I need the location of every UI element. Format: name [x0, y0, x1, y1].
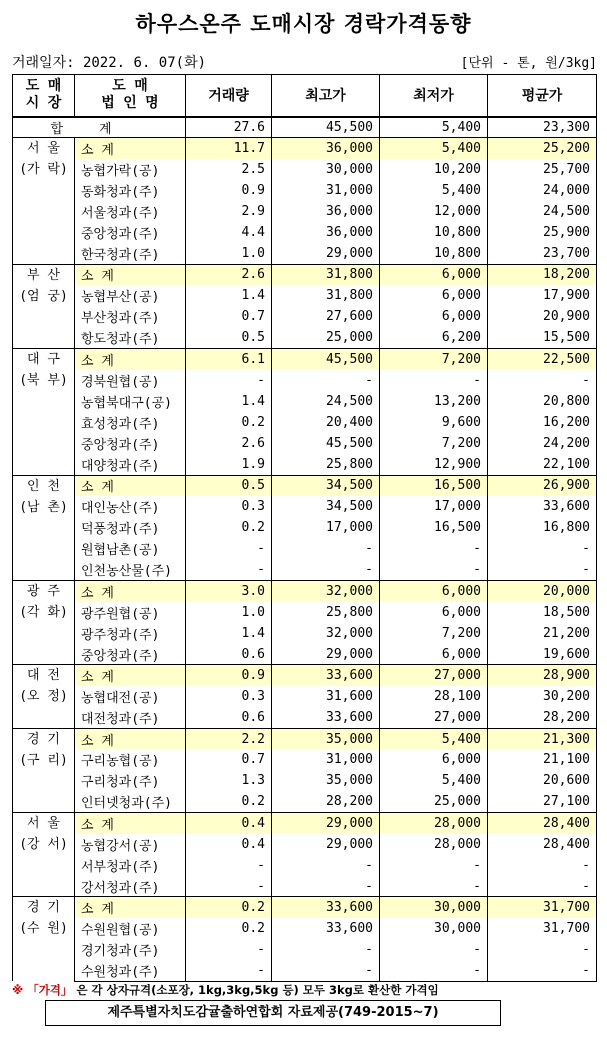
- table-row: [13, 749, 597, 770]
- source-credit: 제주특별자치도감귤출하연합회 자료제공(749-2015~7): [45, 1000, 501, 1026]
- volume-cell: 4.4: [186, 222, 272, 243]
- total-min: 5,400: [380, 117, 488, 138]
- avg-price-cell: 25,200: [488, 138, 597, 159]
- header-volume: 거래량: [186, 75, 272, 117]
- table-row: [13, 222, 597, 243]
- corp-name: 서울청과(주): [75, 201, 186, 222]
- header-row: [13, 75, 597, 117]
- avg-price-cell: -: [488, 939, 597, 960]
- avg-price-cell: -: [488, 855, 597, 876]
- avg-price-cell: 30,200: [488, 686, 597, 707]
- volume-cell: 0.9: [186, 180, 272, 201]
- min-price-cell: 7,200: [380, 623, 488, 644]
- corp-name: 소 계: [75, 665, 186, 686]
- corp-name: 강서청과(주): [75, 876, 186, 897]
- avg-price-cell: 15,500: [488, 327, 597, 348]
- avg-price-cell: 28,400: [488, 813, 597, 834]
- min-price-cell: 27,000: [380, 707, 488, 728]
- min-price-cell: 7,200: [380, 433, 488, 454]
- min-price-cell: -: [380, 559, 488, 580]
- corp-name: 구리청과(주): [75, 770, 186, 791]
- max-price-cell: 32,000: [272, 581, 380, 602]
- subtotal-row: [13, 728, 597, 749]
- avg-price-cell: -: [488, 559, 597, 580]
- market-name-bottom: (구 리): [19, 752, 68, 768]
- subtotal-row: [13, 475, 597, 496]
- corp-name: 수원청과(주): [75, 960, 186, 981]
- subtotal-row: [13, 264, 597, 285]
- footnote-mark: ※: [12, 983, 24, 997]
- market-name-top: 서 울: [27, 816, 60, 832]
- table-row: [13, 644, 597, 665]
- max-price-cell: 36,000: [272, 201, 380, 222]
- max-price-cell: 33,600: [272, 918, 380, 939]
- volume-cell: 0.2: [186, 897, 272, 918]
- corp-name: 인천농산물(주): [75, 559, 186, 580]
- trade-date: 거래일자: 2022. 6. 07(화): [12, 55, 207, 71]
- min-price-cell: 28,000: [380, 834, 488, 855]
- volume-cell: 11.7: [186, 138, 272, 159]
- max-price-cell: 31,000: [272, 180, 380, 201]
- avg-price-cell: -: [488, 960, 597, 981]
- max-price-cell: 34,500: [272, 496, 380, 517]
- corp-name: 인터넷청과(주): [75, 792, 186, 813]
- market-name-bottom: (강 서): [19, 837, 68, 853]
- min-price-cell: 6,000: [380, 749, 488, 770]
- header-max: 최고가: [272, 75, 380, 117]
- volume-cell: -: [186, 939, 272, 960]
- min-price-cell: 30,000: [380, 918, 488, 939]
- avg-price-cell: 25,700: [488, 159, 597, 180]
- market-name-top: 대 전: [27, 668, 60, 684]
- avg-price-cell: 16,800: [488, 517, 597, 538]
- volume-cell: -: [186, 538, 272, 559]
- avg-price-cell: 27,100: [488, 792, 597, 813]
- volume-cell: 0.9: [186, 665, 272, 686]
- avg-price-cell: 31,700: [488, 918, 597, 939]
- corp-name: 경기청과(주): [75, 939, 186, 960]
- table-row: [13, 602, 597, 623]
- corp-name: 광주청과(주): [75, 623, 186, 644]
- avg-price-cell: 18,500: [488, 602, 597, 623]
- corp-name: 효성청과(주): [75, 412, 186, 433]
- volume-cell: 2.9: [186, 201, 272, 222]
- corp-name: 소 계: [75, 264, 186, 285]
- max-price-cell: 29,000: [272, 834, 380, 855]
- subtotal-row: [13, 897, 597, 918]
- avg-price-cell: 20,600: [488, 770, 597, 791]
- market-name: [13, 665, 75, 728]
- table-row: [13, 201, 597, 222]
- market-name: [13, 475, 75, 580]
- corp-name: 소 계: [75, 728, 186, 749]
- avg-price-cell: 28,200: [488, 707, 597, 728]
- min-price-cell: 6,000: [380, 306, 488, 327]
- avg-price-cell: 25,900: [488, 222, 597, 243]
- min-price-cell: -: [380, 876, 488, 897]
- corp-name: 덕풍청과(주): [75, 517, 186, 538]
- volume-cell: 6.1: [186, 349, 272, 370]
- avg-price-cell: 33,600: [488, 496, 597, 517]
- total-row: [13, 117, 597, 138]
- price-table: [12, 74, 597, 982]
- min-price-cell: 30,000: [380, 897, 488, 918]
- corp-name: 소 계: [75, 581, 186, 602]
- table-row: [13, 496, 597, 517]
- corp-name: 중앙청과(주): [75, 644, 186, 665]
- total-avg: 23,300: [488, 117, 597, 138]
- min-price-cell: 6,000: [380, 285, 488, 306]
- max-price-cell: 35,000: [272, 770, 380, 791]
- market-name: [13, 581, 75, 665]
- avg-price-cell: 20,800: [488, 391, 597, 412]
- market-name-bottom: (엄 궁): [19, 288, 68, 304]
- market-name-top: 대 구: [27, 352, 60, 368]
- market-name-top: 광 주: [27, 584, 60, 600]
- corp-name: 소 계: [75, 897, 186, 918]
- market-name-bottom: (오 정): [19, 689, 68, 705]
- min-price-cell: 5,400: [380, 728, 488, 749]
- corp-name: 중앙청과(주): [75, 433, 186, 454]
- max-price-cell: 33,600: [272, 665, 380, 686]
- min-price-cell: 6,000: [380, 581, 488, 602]
- max-price-cell: 30,000: [272, 159, 380, 180]
- max-price-cell: 25,800: [272, 602, 380, 623]
- max-price-cell: 25,000: [272, 327, 380, 348]
- min-price-cell: -: [380, 960, 488, 981]
- min-price-cell: 13,200: [380, 391, 488, 412]
- avg-price-cell: 22,100: [488, 454, 597, 475]
- corp-name: 동화청과(주): [75, 180, 186, 201]
- market-name: [13, 813, 75, 897]
- table-row: [13, 433, 597, 454]
- max-price-cell: 45,500: [272, 349, 380, 370]
- avg-price-cell: 21,200: [488, 623, 597, 644]
- volume-cell: 1.0: [186, 602, 272, 623]
- volume-cell: 0.4: [186, 834, 272, 855]
- min-price-cell: 6,000: [380, 644, 488, 665]
- max-price-cell: 29,000: [272, 813, 380, 834]
- table-row: [13, 939, 597, 960]
- max-price-cell: 36,000: [272, 222, 380, 243]
- min-price-cell: -: [380, 939, 488, 960]
- min-price-cell: -: [380, 370, 488, 391]
- total-volume: 27.6: [186, 117, 272, 138]
- market-name-top: 인 천: [27, 478, 60, 494]
- volume-cell: 2.6: [186, 433, 272, 454]
- table-row: [13, 559, 597, 580]
- avg-price-cell: 24,000: [488, 180, 597, 201]
- table-row: [13, 538, 597, 559]
- header-min: 최저가: [380, 75, 488, 117]
- max-price-cell: -: [272, 538, 380, 559]
- corp-name: 농협강서(공): [75, 834, 186, 855]
- max-price-cell: -: [272, 855, 380, 876]
- total-max: 45,500: [272, 117, 380, 138]
- page-title: 하우스온주 도매시장 경락가격동향: [135, 12, 472, 36]
- avg-price-cell: 28,900: [488, 665, 597, 686]
- avg-price-cell: 24,500: [488, 201, 597, 222]
- min-price-cell: 25,000: [380, 792, 488, 813]
- market-name-bottom: (각 화): [19, 605, 68, 621]
- corp-name: 광주원협(공): [75, 602, 186, 623]
- avg-price-cell: 23,700: [488, 243, 597, 264]
- table-row: [13, 517, 597, 538]
- footnote-text: 은 각 상자규격(소포장, 1kg,3kg,5kg 등) 모두 3kg로 환산한 가격임: [76, 983, 439, 997]
- max-price-cell: 31,800: [272, 264, 380, 285]
- table-row: [13, 454, 597, 475]
- table-row: [13, 770, 597, 791]
- min-price-cell: -: [380, 855, 488, 876]
- avg-price-cell: 31,700: [488, 897, 597, 918]
- table-row: [13, 306, 597, 327]
- subtotal-row: [13, 813, 597, 834]
- corp-name: 소 계: [75, 138, 186, 159]
- table-row: [13, 707, 597, 728]
- corp-name: 수원원협(공): [75, 918, 186, 939]
- footnote-quote: 「가격」: [27, 983, 73, 997]
- header-market-bottom: 시 장: [25, 95, 62, 112]
- volume-cell: 1.9: [186, 454, 272, 475]
- table-row: [13, 327, 597, 348]
- market-name-bottom: (남 촌): [19, 499, 68, 515]
- table-row: [13, 792, 597, 813]
- volume-cell: 1.4: [186, 623, 272, 644]
- max-price-cell: -: [272, 559, 380, 580]
- header-market: [13, 75, 75, 117]
- volume-cell: -: [186, 876, 272, 897]
- avg-price-cell: 24,200: [488, 433, 597, 454]
- corp-name: 중앙청과(주): [75, 222, 186, 243]
- volume-cell: 0.7: [186, 749, 272, 770]
- avg-price-cell: -: [488, 876, 597, 897]
- volume-cell: -: [186, 370, 272, 391]
- avg-price-cell: 26,900: [488, 475, 597, 496]
- market-name-top: 경 기: [27, 731, 60, 747]
- min-price-cell: -: [380, 538, 488, 559]
- max-price-cell: 27,600: [272, 306, 380, 327]
- min-price-cell: 7,200: [380, 349, 488, 370]
- footnote: [12, 982, 439, 998]
- max-price-cell: 33,600: [272, 707, 380, 728]
- min-price-cell: 5,400: [380, 770, 488, 791]
- unit-label: [단위 - 톤, 원/3kg]: [460, 56, 597, 71]
- min-price-cell: 9,600: [380, 412, 488, 433]
- min-price-cell: 12,900: [380, 454, 488, 475]
- subtotal-row: [13, 349, 597, 370]
- min-price-cell: 12,000: [380, 201, 488, 222]
- volume-cell: 0.3: [186, 686, 272, 707]
- header-market-top: 도 매: [25, 78, 62, 95]
- header-corp-top: 도 매: [112, 78, 148, 95]
- max-price-cell: -: [272, 876, 380, 897]
- volume-cell: 0.5: [186, 327, 272, 348]
- avg-price-cell: 16,200: [488, 412, 597, 433]
- max-price-cell: 45,500: [272, 433, 380, 454]
- avg-price-cell: 21,100: [488, 749, 597, 770]
- market-name-bottom: (가 락): [19, 162, 68, 178]
- header-avg: 평균가: [488, 75, 597, 117]
- max-price-cell: 29,000: [272, 644, 380, 665]
- volume-cell: 0.3: [186, 496, 272, 517]
- corp-name: 항도청과(주): [75, 327, 186, 348]
- corp-name: 소 계: [75, 475, 186, 496]
- subtotal-row: [13, 138, 597, 159]
- market-name-top: 부 산: [27, 267, 60, 283]
- header-corp-bottom: 법 인 명: [101, 95, 159, 112]
- volume-cell: 2.2: [186, 728, 272, 749]
- max-price-cell: 24,500: [272, 391, 380, 412]
- corp-name: 농협가락(공): [75, 159, 186, 180]
- market-name: [13, 349, 75, 476]
- volume-cell: 2.5: [186, 159, 272, 180]
- avg-price-cell: 21,300: [488, 728, 597, 749]
- table-row: [13, 412, 597, 433]
- volume-cell: 0.2: [186, 918, 272, 939]
- total-label: 합계: [13, 117, 186, 138]
- table-row: [13, 159, 597, 180]
- volume-cell: 1.4: [186, 391, 272, 412]
- table-row: [13, 623, 597, 644]
- avg-price-cell: 17,900: [488, 285, 597, 306]
- subtotal-row: [13, 581, 597, 602]
- market-name-top: 경 기: [27, 900, 60, 916]
- max-price-cell: 31,000: [272, 749, 380, 770]
- volume-cell: 0.2: [186, 517, 272, 538]
- max-price-cell: 29,000: [272, 243, 380, 264]
- min-price-cell: 27,000: [380, 665, 488, 686]
- table-row: [13, 243, 597, 264]
- avg-price-cell: 20,900: [488, 306, 597, 327]
- max-price-cell: 36,000: [272, 138, 380, 159]
- volume-cell: 0.2: [186, 412, 272, 433]
- table-row: [13, 285, 597, 306]
- max-price-cell: 34,500: [272, 475, 380, 496]
- max-price-cell: -: [272, 939, 380, 960]
- corp-name: 서부청과(주): [75, 855, 186, 876]
- max-price-cell: 25,800: [272, 454, 380, 475]
- volume-cell: 1.3: [186, 770, 272, 791]
- corp-name: 소 계: [75, 813, 186, 834]
- table-row: [13, 180, 597, 201]
- table-row: [13, 960, 597, 981]
- volume-cell: -: [186, 960, 272, 981]
- avg-price-cell: 18,200: [488, 264, 597, 285]
- header-corp: [75, 75, 186, 117]
- min-price-cell: 6,200: [380, 327, 488, 348]
- volume-cell: 0.7: [186, 306, 272, 327]
- market-name: [13, 728, 75, 812]
- market-name-bottom: (북 부): [19, 373, 68, 389]
- table-row: [13, 918, 597, 939]
- avg-price-cell: -: [488, 538, 597, 559]
- table-row: [13, 855, 597, 876]
- max-price-cell: -: [272, 370, 380, 391]
- min-price-cell: 5,400: [380, 180, 488, 201]
- volume-cell: 0.6: [186, 644, 272, 665]
- volume-cell: 2.6: [186, 264, 272, 285]
- market-name-bottom: (수 원): [19, 921, 68, 937]
- avg-price-cell: 28,400: [488, 834, 597, 855]
- corp-name: 한국청과(주): [75, 243, 186, 264]
- table-row: [13, 834, 597, 855]
- corp-name: 대인농산(주): [75, 496, 186, 517]
- max-price-cell: 32,000: [272, 623, 380, 644]
- volume-cell: 0.5: [186, 475, 272, 496]
- min-price-cell: 16,500: [380, 517, 488, 538]
- max-price-cell: -: [272, 960, 380, 981]
- volume-cell: -: [186, 855, 272, 876]
- avg-price-cell: 19,600: [488, 644, 597, 665]
- min-price-cell: 10,800: [380, 243, 488, 264]
- volume-cell: 1.4: [186, 285, 272, 306]
- market-name: [13, 138, 75, 265]
- corp-name: 대양청과(주): [75, 454, 186, 475]
- max-price-cell: 33,600: [272, 897, 380, 918]
- avg-price-cell: 20,000: [488, 581, 597, 602]
- table-row: [13, 686, 597, 707]
- min-price-cell: 17,000: [380, 496, 488, 517]
- volume-cell: 0.6: [186, 707, 272, 728]
- avg-price-cell: -: [488, 370, 597, 391]
- max-price-cell: 35,000: [272, 728, 380, 749]
- max-price-cell: 20,400: [272, 412, 380, 433]
- min-price-cell: 10,200: [380, 159, 488, 180]
- corp-name: 농협북대구(공): [75, 391, 186, 412]
- max-price-cell: 31,800: [272, 285, 380, 306]
- min-price-cell: 6,000: [380, 602, 488, 623]
- min-price-cell: 5,400: [380, 138, 488, 159]
- market-name: [13, 897, 75, 981]
- table-row: [13, 391, 597, 412]
- volume-cell: 0.4: [186, 813, 272, 834]
- min-price-cell: 28,100: [380, 686, 488, 707]
- max-price-cell: 28,200: [272, 792, 380, 813]
- corp-name: 원협남촌(공): [75, 538, 186, 559]
- market-name-top: 서 울: [27, 141, 60, 157]
- corp-name: 대전청과(주): [75, 707, 186, 728]
- volume-cell: 0.2: [186, 792, 272, 813]
- corp-name: 경북원협(공): [75, 370, 186, 391]
- min-price-cell: 16,500: [380, 475, 488, 496]
- table-row: [13, 876, 597, 897]
- min-price-cell: 6,000: [380, 264, 488, 285]
- volume-cell: 1.0: [186, 243, 272, 264]
- avg-price-cell: 22,500: [488, 349, 597, 370]
- market-name: [13, 264, 75, 348]
- max-price-cell: 17,000: [272, 517, 380, 538]
- corp-name: 구리농협(공): [75, 749, 186, 770]
- table-row: [13, 370, 597, 391]
- max-price-cell: 31,600: [272, 686, 380, 707]
- corp-name: 부산청과(주): [75, 306, 186, 327]
- volume-cell: 3.0: [186, 581, 272, 602]
- corp-name: 농협대전(공): [75, 686, 186, 707]
- corp-name: 농협부산(공): [75, 285, 186, 306]
- volume-cell: -: [186, 559, 272, 580]
- min-price-cell: 10,800: [380, 222, 488, 243]
- min-price-cell: 28,000: [380, 813, 488, 834]
- subtotal-row: [13, 665, 597, 686]
- corp-name: 소 계: [75, 349, 186, 370]
